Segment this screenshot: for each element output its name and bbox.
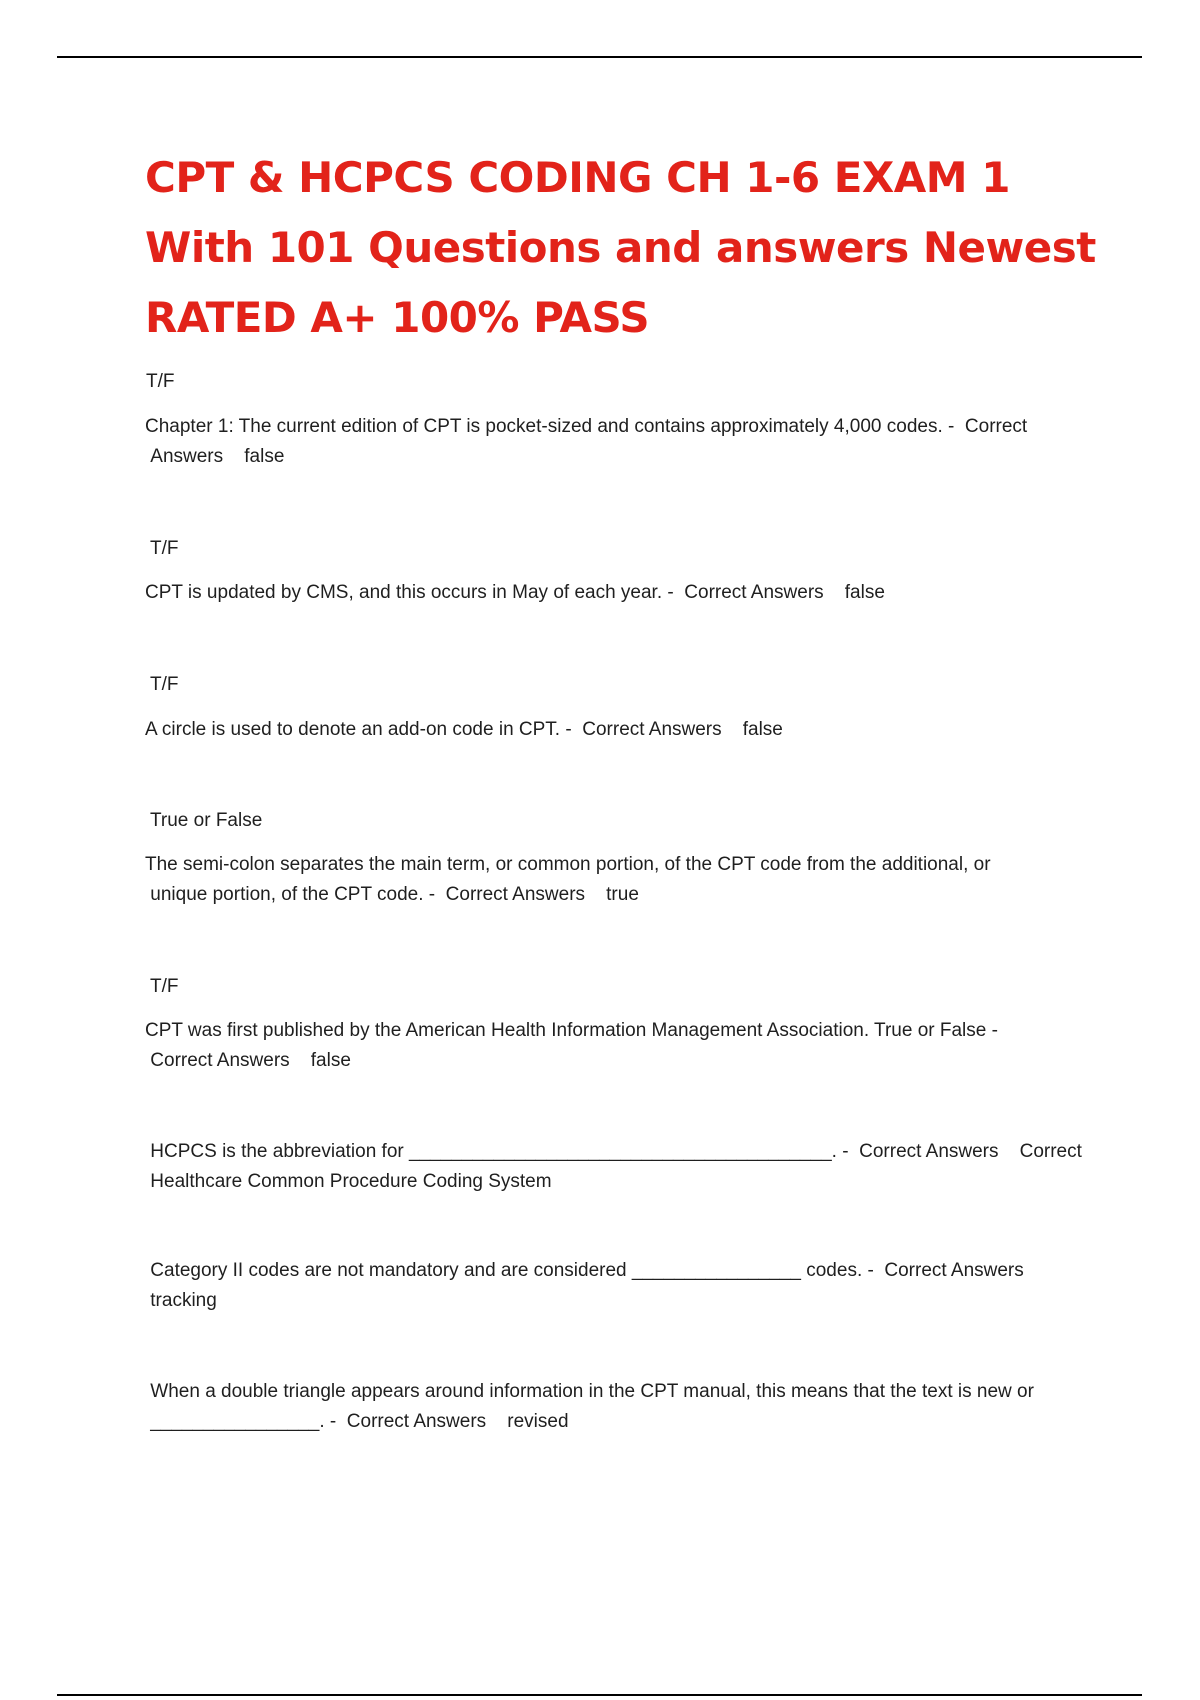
question-2-text: CPT is updated by CMS, and this occurs in May of each year. - Correct Answers false	[145, 582, 885, 603]
question-6-text: HCPCS is the abbreviation for ________________________________________. - Correct Answers Correct Healthcare Common Procedure Coding System	[150, 1141, 1082, 1192]
header-rule	[57, 56, 1142, 58]
question-1-text: Chapter 1: The current edition of CPT is pocket-sized and contains approximately 4,000 codes. - Correct Answers false	[145, 416, 1028, 467]
footer-rule	[57, 1694, 1142, 1696]
document-title: CPT & HCPCS CODING CH 1-6 EXAM 1 With 101 Questions and answers Newest RATED A+ 100% PASS	[145, 153, 1096, 342]
question-2-label: T/F	[150, 538, 179, 559]
question-7-text: Category II codes are not mandatory and are considered ________________ codes. - Correct Answers tracking	[150, 1260, 1024, 1311]
question-5-text: CPT was first published by the American Health Information Management Association. True or False - Correct Answers false	[145, 1020, 998, 1071]
question-8-text: When a double triangle appears around information in the CPT manual, this means that the text is new or ________________. - Correct Answers revised	[150, 1381, 1034, 1432]
question-3-text: A circle is used to denote an add-on code in CPT. - Correct Answers false	[145, 719, 783, 740]
question-4-label: True or False	[150, 810, 263, 831]
question-5-label: T/F	[150, 976, 179, 997]
question-1-label: T/F	[146, 371, 175, 392]
question-3-label: T/F	[150, 674, 179, 695]
question-4-text: The semi-colon separates the main term, or common portion, of the CPT code from the additional, or unique portion, of the CPT code. - Correct Answers true	[145, 854, 991, 905]
